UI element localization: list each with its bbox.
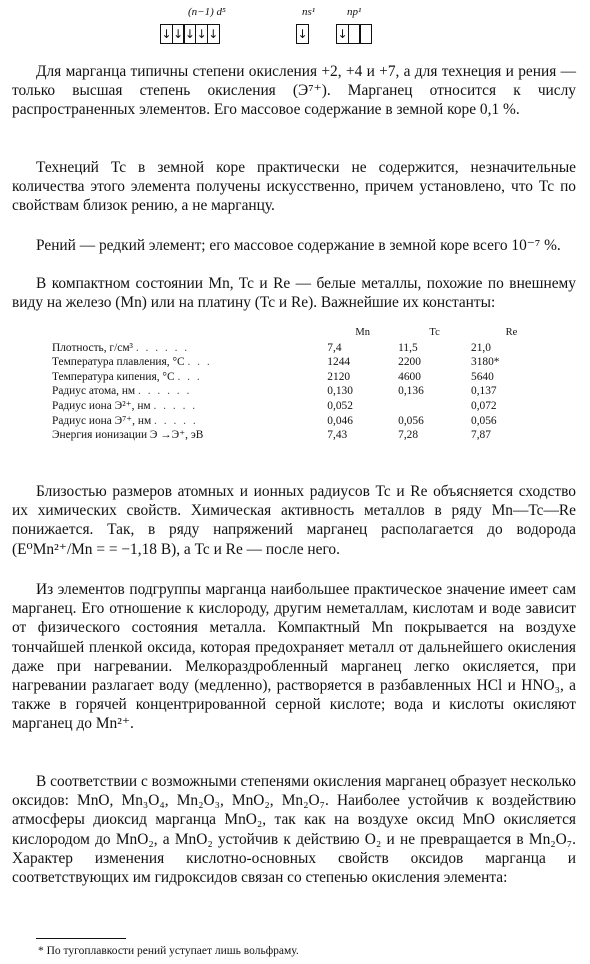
cell-mn: 0,130	[327, 385, 353, 398]
cell-mn: 7,4	[327, 341, 342, 354]
cell-re: 21,0	[471, 341, 491, 354]
table-header-tc: Tc	[429, 327, 440, 338]
orbital-cell: ↓	[207, 24, 220, 44]
orbital-s-cells	[296, 24, 309, 44]
cell-mn: 7,43	[327, 429, 348, 442]
row-label: Плотность, г/см³	[52, 341, 133, 354]
row-label: Температура кипения, °C	[52, 370, 175, 383]
cell-mn: 1244	[327, 356, 351, 369]
row-label: Температура плавления, °C	[52, 356, 185, 369]
orbital-label-s: ns¹	[302, 6, 316, 18]
row-label: Энергия ионизации Э →Э⁺, эВ	[52, 429, 204, 442]
row-label: Радиус атома, нм	[52, 385, 136, 398]
paragraph-compact-state: В компактном состоянии Mn, Tc и Re — белые металлы, похожие по внешнему виду на железо (Mn) или на платину (Tc и Re). Важнейшие их константы:	[12, 275, 576, 312]
table-row: Температура плавления, °C . . . 1244 2200 3180*	[52, 355, 552, 370]
paragraph-chemical-activity: Близостью размеров атомных и ионных радиусов Tc и Re объясняется сходство их химических свойств. Химическая активность металлов в ряду Mn—Tc—Re понижается. Так, в ряду напряжений марганец располагается до водорода (E⁰Mn²⁺/Mn = = −1,18 В), а Tc и Re — после него.	[12, 483, 576, 558]
cell-tc: 0,136	[398, 385, 424, 398]
orbital-p-cells	[336, 24, 372, 44]
orbital-cell: ↓	[160, 24, 173, 44]
orbital-label-p: np¹	[347, 6, 362, 18]
orbital-label-d: (n−1) d⁵	[188, 6, 226, 18]
cell-re: 0,137	[471, 385, 497, 398]
cell-tc: 4600	[398, 370, 421, 383]
cell-mn: 0,052	[327, 399, 353, 412]
table-header-row	[52, 326, 552, 341]
orbital-cell: ↓	[336, 24, 349, 44]
orbital-cell: ↓	[296, 24, 309, 44]
cell-re: 3180*	[471, 356, 500, 369]
table-header-mn: Mn	[355, 327, 371, 338]
orbital-cell	[359, 24, 372, 44]
cell-re: 5640	[471, 370, 494, 383]
constants-table	[52, 326, 552, 443]
orbital-cell: ↓	[172, 24, 185, 44]
cell-mn: 0,046	[327, 414, 353, 427]
orbital-cell: ↓	[183, 24, 196, 44]
cell-tc	[398, 399, 471, 414]
table-row: Радиус иона Э⁷⁺, нм . . . . . 0,046 0,056 0,056	[52, 414, 552, 429]
cell-tc: 11,5	[398, 341, 418, 354]
table-row: Радиус иона Э²⁺, нм . . . . . 0,052 0,072	[52, 399, 552, 414]
paragraph-oxidation-states: Для марганца типичны степени окисления +2, +4 и +7, а для технеция и рения — только высшая степень окисления (Э⁷⁺). Марганец относится к числу распространенных элементов. Его массовое содержание в земной коре 0,1 %.	[12, 63, 576, 119]
footnote: * По тугоплавкости рений уступает лишь вольфраму.	[38, 945, 299, 957]
paragraph-manganese-reactivity: Из элементов подгруппы марганца наибольшее практическое значение имеет сам марганец. Его отношение к кислороду, другим неметаллам, кислотам и воде зависит от физического состояния металла. Компактный Mn покрывается на воздухе тончайшей пленкой оксида, которая предохраняет металл от дальнейшего окисления даже при нагревании. Мелкораздробленный марганец легко окисляется, при нагревании разлагает воду (медленно), растворяется в разбавленных HCl и HNO₃, а также в горячей концентрированной серной кислоте; вода и кислоты окисляют марганец до Mn²⁺.	[12, 581, 576, 733]
footnote-divider	[36, 938, 126, 939]
table-row: Плотность, г/см³ . . . . . . 7,4 11,5 21,0	[52, 341, 552, 356]
orbital-cell: ↓	[195, 24, 208, 44]
cell-re: 0,072	[471, 399, 497, 412]
orbital-d-cells	[160, 24, 220, 44]
table-row	[52, 428, 552, 443]
paragraph-technetium: Технеций Tc в земной коре практически не содержится, незначительные количества этого элемента получены искусственно, причем установлено, что Tc по свойствам близок рению, а не марганцу.	[12, 159, 576, 215]
cell-re: 0,056	[471, 414, 497, 427]
cell-mn: 2120	[327, 370, 351, 383]
table-header-re: Re	[505, 327, 518, 338]
paragraph-oxides: В соответствии с возможными степенями окисления марганец образует несколько оксидов: MnO, Mn₃O₄, Mn₂O₃, MnO₂, Mn₂O₇. Наиболее устойчив к воздействию атмосферы диоксид марганца MnO₂, так как на воздухе оксид MnO окисляется кислородом до MnO₂, а MnO₂ устойчив к действию O₂ и не превращается в Mn₂O₇. Характер изменения кислотно-основных свойств оксидов марганца и соответствующих им гидроксидов связан со степенью окисления элемента:	[12, 773, 576, 887]
table-row: Радиус атома, нм . . . . . . 0,130 0,136 0,137	[52, 384, 552, 399]
row-label: Радиус иона Э²⁺, нм	[52, 399, 151, 412]
paragraph-rhenium: Рений — редкий элемент; его массовое содержание в земной коре всего 10⁻⁷ %.	[36, 237, 561, 254]
cell-tc: 7,28	[398, 429, 419, 442]
table-row: Температура кипения, °C . . . 2120 4600 5640	[52, 370, 552, 385]
cell-tc: 0,056	[398, 414, 424, 427]
row-label: Радиус иона Э⁷⁺, нм	[52, 414, 152, 427]
cell-re: 7,87	[471, 429, 491, 442]
cell-tc: 2200	[398, 356, 421, 369]
